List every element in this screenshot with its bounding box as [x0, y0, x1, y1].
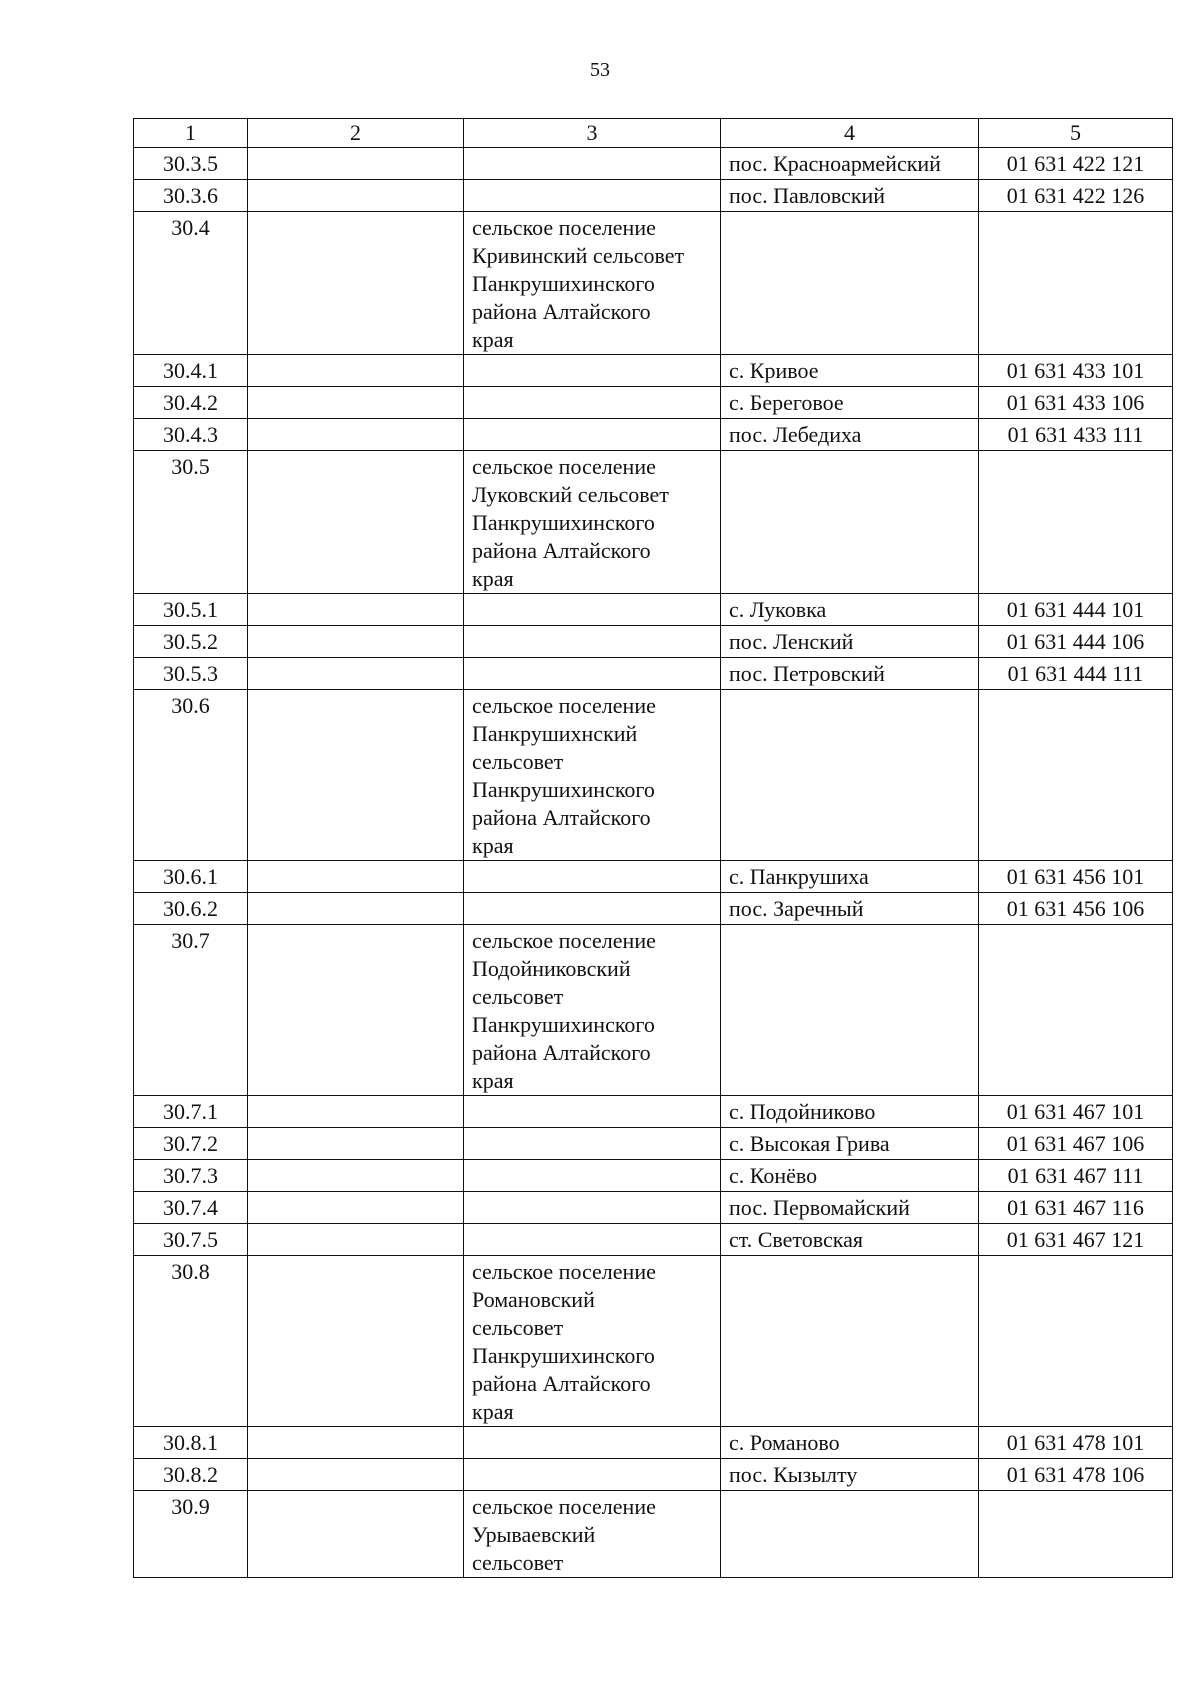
row-locality-cell: пос. Павловский	[721, 180, 979, 212]
settlement-name-line: сельское поселение	[472, 1494, 656, 1519]
settlement-name-line: сельсовет	[472, 984, 564, 1009]
row-code-cell: 30.4	[134, 212, 248, 355]
table-row	[134, 925, 1173, 1096]
row-locality-cell: пос. Первомайский	[721, 1192, 979, 1224]
row-settlement-cell	[464, 387, 721, 419]
row-code-cell: 30.5.2	[134, 626, 248, 658]
row-locality-cell	[721, 925, 979, 1096]
row-locality-cell	[721, 451, 979, 594]
column-header: 3	[464, 119, 721, 148]
table-row	[134, 148, 1173, 180]
settlement-name-line: района Алтайского	[472, 299, 651, 324]
row-locality-cell	[721, 1491, 979, 1578]
row-locality-cell: ст. Световская	[721, 1224, 979, 1256]
table-row	[134, 212, 1173, 355]
row-locality-cell	[721, 1256, 979, 1427]
table-row	[134, 1096, 1173, 1128]
row-locality-cell: пос. Лебедиха	[721, 419, 979, 451]
table-row	[134, 355, 1173, 387]
row-code-cell: 30.4.2	[134, 387, 248, 419]
row-settlement-cell	[464, 925, 721, 1096]
settlement-name-line: Романовский	[472, 1287, 595, 1312]
row-settlement-cell	[464, 451, 721, 594]
row-code-cell: 30.6.1	[134, 861, 248, 893]
row-col2-cell	[248, 355, 464, 387]
row-code-cell: 30.6	[134, 690, 248, 861]
row-col2-cell	[248, 1491, 464, 1578]
row-settlement-cell	[464, 1096, 721, 1128]
row-code-cell: 30.4.3	[134, 419, 248, 451]
row-locality-cell	[721, 212, 979, 355]
settlement-name-line: Кривинский сельсовет	[472, 243, 685, 268]
row-settlement-cell	[464, 1192, 721, 1224]
table-body	[134, 148, 1173, 1578]
row-col2-cell	[248, 212, 464, 355]
row-oktmo-code-cell: 01 631 467 116	[979, 1192, 1173, 1224]
row-col2-cell	[248, 451, 464, 594]
row-settlement-cell	[464, 419, 721, 451]
row-code-cell: 30.5.3	[134, 658, 248, 690]
row-settlement-cell	[464, 1128, 721, 1160]
row-col2-cell	[248, 626, 464, 658]
row-settlement-cell	[464, 893, 721, 925]
row-oktmo-code-cell	[979, 690, 1173, 861]
row-settlement-cell	[464, 1160, 721, 1192]
row-locality-cell: пос. Красноармейский	[721, 148, 979, 180]
table-row	[134, 1256, 1173, 1427]
row-col2-cell	[248, 180, 464, 212]
table-row	[134, 893, 1173, 925]
row-locality-cell: с. Высокая Грива	[721, 1128, 979, 1160]
row-code-cell: 30.7.2	[134, 1128, 248, 1160]
row-col2-cell	[248, 1256, 464, 1427]
settlement-name-line: района Алтайского	[472, 1040, 651, 1065]
row-code-cell: 30.8	[134, 1256, 248, 1427]
row-settlement-cell	[464, 180, 721, 212]
table-row	[134, 387, 1173, 419]
row-settlement-cell	[464, 1256, 721, 1427]
settlement-name-line: района Алтайского	[472, 1371, 651, 1396]
row-col2-cell	[248, 387, 464, 419]
row-oktmo-code-cell	[979, 212, 1173, 355]
row-locality-cell: с. Романово	[721, 1427, 979, 1459]
page-number: 53	[590, 59, 610, 81]
row-locality-cell: с. Подойниково	[721, 1096, 979, 1128]
row-col2-cell	[248, 1224, 464, 1256]
settlement-registry-table	[133, 118, 1173, 1578]
settlement-name-line: сельское поселение	[472, 215, 656, 240]
row-settlement-cell	[464, 1427, 721, 1459]
settlement-name-line: Урываевский	[472, 1522, 596, 1547]
row-col2-cell	[248, 925, 464, 1096]
row-oktmo-code-cell: 01 631 444 106	[979, 626, 1173, 658]
row-oktmo-code-cell: 01 631 433 111	[979, 419, 1173, 451]
settlement-name-line: края	[472, 327, 514, 352]
settlement-name-line: сельсовет	[472, 749, 564, 774]
table-row	[134, 419, 1173, 451]
row-col2-cell	[248, 658, 464, 690]
row-settlement-cell	[464, 861, 721, 893]
row-oktmo-code-cell: 01 631 422 121	[979, 148, 1173, 180]
row-code-cell: 30.7.4	[134, 1192, 248, 1224]
row-col2-cell	[248, 1128, 464, 1160]
column-header: 5	[979, 119, 1173, 148]
row-oktmo-code-cell: 01 631 467 106	[979, 1128, 1173, 1160]
settlement-name-line: края	[472, 833, 514, 858]
row-code-cell: 30.7	[134, 925, 248, 1096]
row-settlement-cell	[464, 212, 721, 355]
row-oktmo-code-cell: 01 631 467 121	[979, 1224, 1173, 1256]
row-oktmo-code-cell	[979, 451, 1173, 594]
settlement-name-line: сельсовет	[472, 1315, 564, 1340]
settlement-name-line: Панкрушихинского	[472, 777, 655, 802]
row-oktmo-code-cell: 01 631 456 101	[979, 861, 1173, 893]
row-locality-cell: с. Береговое	[721, 387, 979, 419]
row-oktmo-code-cell: 01 631 433 101	[979, 355, 1173, 387]
settlement-name-line: сельское поселение	[472, 1259, 656, 1284]
row-oktmo-code-cell	[979, 1256, 1173, 1427]
row-code-cell: 30.8.1	[134, 1427, 248, 1459]
table-row	[134, 1459, 1173, 1491]
settlement-name-line: сельское поселение	[472, 928, 656, 953]
row-oktmo-code-cell: 01 631 478 106	[979, 1459, 1173, 1491]
settlement-name-line: района Алтайского	[472, 805, 651, 830]
row-settlement-cell	[464, 148, 721, 180]
row-code-cell: 30.3.5	[134, 148, 248, 180]
row-settlement-cell	[464, 594, 721, 626]
row-code-cell: 30.5	[134, 451, 248, 594]
table-row	[134, 626, 1173, 658]
row-oktmo-code-cell: 01 631 433 106	[979, 387, 1173, 419]
row-oktmo-code-cell: 01 631 456 106	[979, 893, 1173, 925]
row-locality-cell: с. Панкрушиха	[721, 861, 979, 893]
table-row	[134, 1491, 1173, 1578]
row-col2-cell	[248, 1160, 464, 1192]
table-row	[134, 1224, 1173, 1256]
row-code-cell: 30.3.6	[134, 180, 248, 212]
settlement-name-line: района Алтайского	[472, 538, 651, 563]
row-oktmo-code-cell: 01 631 444 101	[979, 594, 1173, 626]
row-code-cell: 30.4.1	[134, 355, 248, 387]
row-code-cell: 30.7.3	[134, 1160, 248, 1192]
row-col2-cell	[248, 690, 464, 861]
settlement-name-line: края	[472, 566, 514, 591]
row-locality-cell: пос. Петровский	[721, 658, 979, 690]
row-col2-cell	[248, 419, 464, 451]
column-header: 4	[721, 119, 979, 148]
table-row	[134, 594, 1173, 626]
row-col2-cell	[248, 594, 464, 626]
row-oktmo-code-cell: 01 631 444 111	[979, 658, 1173, 690]
row-col2-cell	[248, 148, 464, 180]
table-row	[134, 1160, 1173, 1192]
row-oktmo-code-cell: 01 631 467 101	[979, 1096, 1173, 1128]
table-row	[134, 180, 1173, 212]
settlement-name-line: края	[472, 1068, 514, 1093]
column-header: 1	[134, 119, 248, 148]
settlement-name-line: Панкрушихинского	[472, 1012, 655, 1037]
settlement-name-line: Подойниковский	[472, 956, 631, 981]
row-locality-cell: пос. Кызылту	[721, 1459, 979, 1491]
settlement-name-line: Панкрушихинского	[472, 271, 655, 296]
row-code-cell: 30.9	[134, 1491, 248, 1578]
row-settlement-cell	[464, 1491, 721, 1578]
row-settlement-cell	[464, 1459, 721, 1491]
row-locality-cell: с. Кривое	[721, 355, 979, 387]
row-code-cell: 30.6.2	[134, 893, 248, 925]
table-row	[134, 658, 1173, 690]
settlement-name-line: Панкрушихинского	[472, 1343, 655, 1368]
row-code-cell: 30.7.1	[134, 1096, 248, 1128]
column-header: 2	[248, 119, 464, 148]
row-col2-cell	[248, 1459, 464, 1491]
settlement-name-line: сельское поселение	[472, 454, 656, 479]
row-settlement-cell	[464, 658, 721, 690]
row-settlement-cell	[464, 626, 721, 658]
table-header-row	[134, 119, 1173, 148]
settlement-name-line: Панкрушихнский	[472, 721, 638, 746]
table-row	[134, 451, 1173, 594]
row-oktmo-code-cell: 01 631 422 126	[979, 180, 1173, 212]
row-col2-cell	[248, 1192, 464, 1224]
table-row	[134, 1128, 1173, 1160]
row-settlement-cell	[464, 355, 721, 387]
row-oktmo-code-cell	[979, 925, 1173, 1096]
settlement-name-line: Луковский сельсовет	[472, 482, 669, 507]
row-code-cell: 30.8.2	[134, 1459, 248, 1491]
row-locality-cell: пос. Ленский	[721, 626, 979, 658]
row-oktmo-code-cell: 01 631 478 101	[979, 1427, 1173, 1459]
row-oktmo-code-cell: 01 631 467 111	[979, 1160, 1173, 1192]
table-row	[134, 1427, 1173, 1459]
settlement-name-line: сельсовет	[472, 1550, 564, 1575]
table-row	[134, 1192, 1173, 1224]
row-col2-cell	[248, 1427, 464, 1459]
row-locality-cell: пос. Заречный	[721, 893, 979, 925]
table-row	[134, 690, 1173, 861]
row-settlement-cell	[464, 690, 721, 861]
row-col2-cell	[248, 893, 464, 925]
row-locality-cell	[721, 690, 979, 861]
row-locality-cell: с. Конёво	[721, 1160, 979, 1192]
row-code-cell: 30.5.1	[134, 594, 248, 626]
row-locality-cell: с. Луковка	[721, 594, 979, 626]
row-settlement-cell	[464, 1224, 721, 1256]
table-row	[134, 861, 1173, 893]
row-code-cell: 30.7.5	[134, 1224, 248, 1256]
settlement-name-line: сельское поселение	[472, 693, 656, 718]
settlement-name-line: края	[472, 1399, 514, 1424]
settlement-name-line: Панкрушихинского	[472, 510, 655, 535]
row-oktmo-code-cell	[979, 1491, 1173, 1578]
row-col2-cell	[248, 861, 464, 893]
row-col2-cell	[248, 1096, 464, 1128]
